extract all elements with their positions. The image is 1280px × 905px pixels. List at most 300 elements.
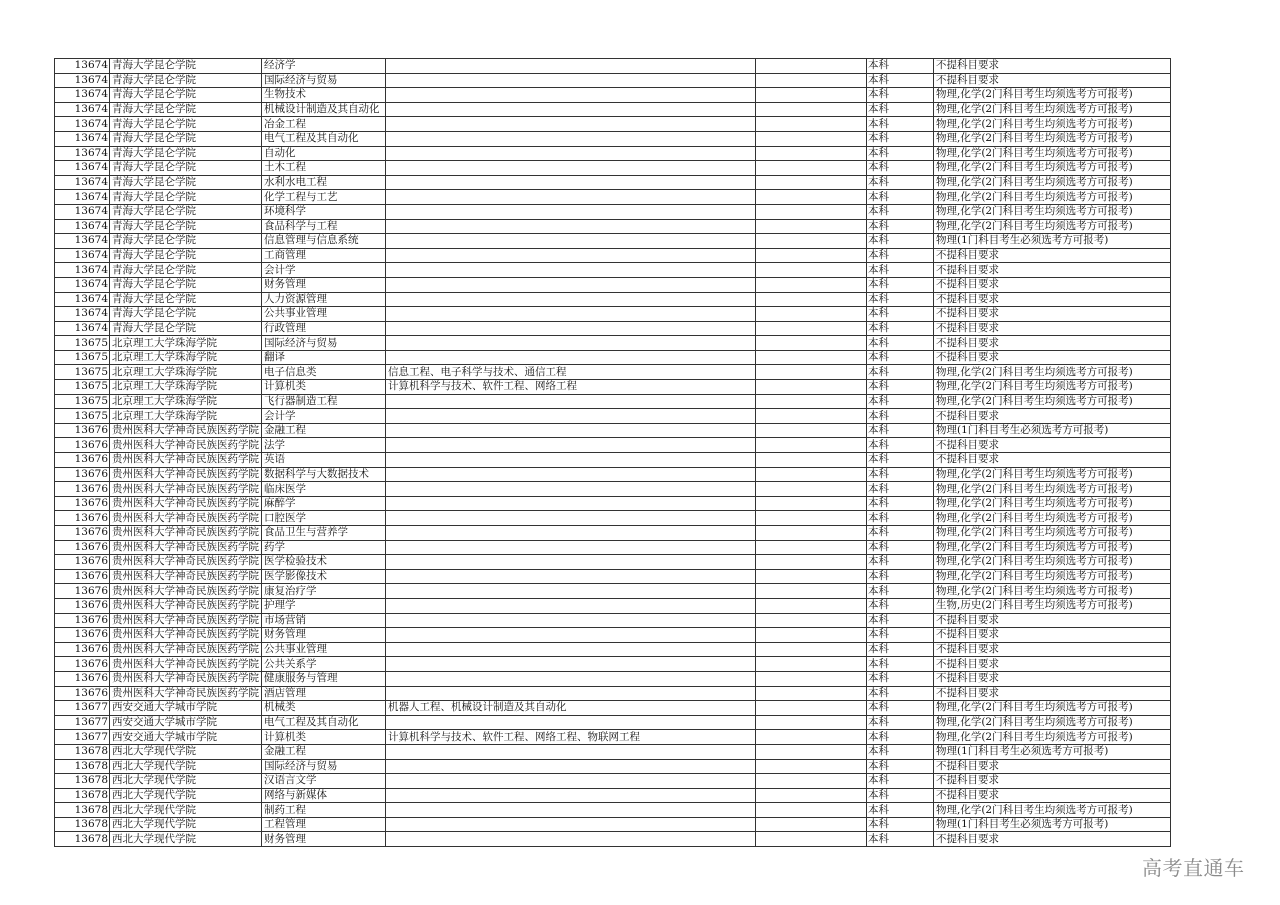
- school-name-cell: 西安交通大学城市学院: [110, 701, 262, 716]
- major-name-cell: 金融工程: [262, 423, 386, 438]
- subject-requirement-cell: 物理,化学(2门科目考生均须选考方可报考): [934, 467, 1171, 482]
- level-cell: 本科: [867, 438, 934, 453]
- table-row: [55, 744, 1171, 759]
- school-name-cell: 贵州医科大学神奇民族医药学院: [110, 540, 262, 555]
- table-row: [55, 161, 1171, 176]
- school-code-cell: 13676: [55, 540, 110, 555]
- school-code-cell: 13674: [55, 102, 110, 117]
- level-cell: 本科: [867, 292, 934, 307]
- level-cell: 本科: [867, 321, 934, 336]
- notes-cell: [756, 686, 867, 701]
- school-name-cell: 贵州医科大学神奇民族医药学院: [110, 569, 262, 584]
- notes-cell: [756, 701, 867, 716]
- major-name-cell: 网络与新媒体: [262, 788, 386, 803]
- school-code-cell: 13675: [55, 380, 110, 395]
- notes-cell: [756, 555, 867, 570]
- major-includes-cell: [386, 292, 756, 307]
- school-name-cell: 青海大学昆仑学院: [110, 146, 262, 161]
- school-name-cell: 贵州医科大学神奇民族医药学院: [110, 496, 262, 511]
- major-name-cell: 药学: [262, 540, 386, 555]
- notes-cell: [756, 598, 867, 613]
- school-code-cell: 13677: [55, 701, 110, 716]
- notes-cell: [756, 628, 867, 643]
- notes-cell: [756, 511, 867, 526]
- school-code-cell: 13674: [55, 88, 110, 103]
- subject-requirement-cell: 物理,化学(2门科目考生均须选考方可报考): [934, 555, 1171, 570]
- table-row: [55, 671, 1171, 686]
- school-name-cell: 贵州医科大学神奇民族医药学院: [110, 671, 262, 686]
- notes-cell: [756, 569, 867, 584]
- school-name-cell: 青海大学昆仑学院: [110, 234, 262, 249]
- subject-requirement-cell: 物理,化学(2门科目考生均须选考方可报考): [934, 88, 1171, 103]
- table-row: [55, 584, 1171, 599]
- major-name-cell: 康复治疗学: [262, 584, 386, 599]
- major-name-cell: 公共事业管理: [262, 642, 386, 657]
- major-name-cell: 财务管理: [262, 277, 386, 292]
- major-name-cell: 计算机类: [262, 380, 386, 395]
- table-row: [55, 248, 1171, 263]
- subject-requirement-cell: 物理,化学(2门科目考生均须选考方可报考): [934, 511, 1171, 526]
- major-includes-cell: [386, 146, 756, 161]
- school-code-cell: 13675: [55, 365, 110, 380]
- major-includes-cell: [386, 59, 756, 74]
- school-code-cell: 13674: [55, 161, 110, 176]
- major-name-cell: 医学影像技术: [262, 569, 386, 584]
- notes-cell: [756, 526, 867, 541]
- level-cell: 本科: [867, 511, 934, 526]
- subject-requirement-cell: 不提科目要求: [934, 657, 1171, 672]
- subject-requirement-cell: 物理(1门科目考生必须选考方可报考): [934, 817, 1171, 832]
- subject-requirement-cell: 生物,历史(2门科目考生均须选考方可报考): [934, 598, 1171, 613]
- notes-cell: [756, 817, 867, 832]
- school-code-cell: 13676: [55, 628, 110, 643]
- school-code-cell: 13674: [55, 175, 110, 190]
- notes-cell: [756, 730, 867, 745]
- subject-requirement-cell: 不提科目要求: [934, 613, 1171, 628]
- school-code-cell: 13674: [55, 117, 110, 132]
- level-cell: 本科: [867, 671, 934, 686]
- major-includes-cell: [386, 803, 756, 818]
- major-includes-cell: [386, 204, 756, 219]
- major-name-cell: 电气工程及其自动化: [262, 131, 386, 146]
- school-name-cell: 青海大学昆仑学院: [110, 292, 262, 307]
- school-name-cell: 贵州医科大学神奇民族医药学院: [110, 584, 262, 599]
- major-includes-cell: [386, 131, 756, 146]
- level-cell: 本科: [867, 365, 934, 380]
- subject-requirement-cell: 物理,化学(2门科目考生均须选考方可报考): [934, 131, 1171, 146]
- major-includes-cell: [386, 540, 756, 555]
- subject-requirement-cell: 物理,化学(2门科目考生均须选考方可报考): [934, 117, 1171, 132]
- major-includes-cell: [386, 832, 756, 847]
- table-row: [55, 423, 1171, 438]
- major-includes-cell: [386, 219, 756, 234]
- school-name-cell: 青海大学昆仑学院: [110, 175, 262, 190]
- level-cell: 本科: [867, 204, 934, 219]
- school-name-cell: 北京理工大学珠海学院: [110, 365, 262, 380]
- school-name-cell: 青海大学昆仑学院: [110, 102, 262, 117]
- table-row: [55, 526, 1171, 541]
- level-cell: 本科: [867, 730, 934, 745]
- notes-cell: [756, 248, 867, 263]
- notes-cell: [756, 803, 867, 818]
- level-cell: 本科: [867, 496, 934, 511]
- school-code-cell: 13674: [55, 321, 110, 336]
- school-code-cell: 13676: [55, 613, 110, 628]
- school-code-cell: 13675: [55, 394, 110, 409]
- subject-requirement-cell: 物理,化学(2门科目考生均须选考方可报考): [934, 365, 1171, 380]
- subject-requirement-cell: 不提科目要求: [934, 59, 1171, 74]
- table-row: [55, 292, 1171, 307]
- major-name-cell: 口腔医学: [262, 511, 386, 526]
- table-row: [55, 613, 1171, 628]
- major-includes-cell: [386, 628, 756, 643]
- major-includes-cell: [386, 175, 756, 190]
- major-name-cell: 人力资源管理: [262, 292, 386, 307]
- notes-cell: [756, 438, 867, 453]
- level-cell: 本科: [867, 467, 934, 482]
- level-cell: 本科: [867, 59, 934, 74]
- major-name-cell: 电子信息类: [262, 365, 386, 380]
- subject-requirement-cell: 物理,化学(2门科目考生均须选考方可报考): [934, 803, 1171, 818]
- major-includes-cell: [386, 774, 756, 789]
- major-includes-cell: [386, 715, 756, 730]
- major-name-cell: 工商管理: [262, 248, 386, 263]
- table-row: [55, 482, 1171, 497]
- notes-cell: [756, 204, 867, 219]
- school-name-cell: 青海大学昆仑学院: [110, 161, 262, 176]
- school-name-cell: 北京理工大学珠海学院: [110, 380, 262, 395]
- school-name-cell: 青海大学昆仑学院: [110, 73, 262, 88]
- subject-requirement-cell: 物理,化学(2门科目考生均须选考方可报考): [934, 102, 1171, 117]
- notes-cell: [756, 613, 867, 628]
- school-code-cell: 13676: [55, 642, 110, 657]
- subject-requirement-cell: 不提科目要求: [934, 671, 1171, 686]
- notes-cell: [756, 321, 867, 336]
- major-includes-cell: [386, 526, 756, 541]
- level-cell: 本科: [867, 423, 934, 438]
- major-includes-cell: [386, 511, 756, 526]
- table-row: [55, 234, 1171, 249]
- subject-requirement-cell: 物理,化学(2门科目考生均须选考方可报考): [934, 394, 1171, 409]
- major-includes-cell: [386, 307, 756, 322]
- table-row: [55, 146, 1171, 161]
- school-code-cell: 13677: [55, 715, 110, 730]
- level-cell: 本科: [867, 628, 934, 643]
- table-row: [55, 686, 1171, 701]
- school-code-cell: 13676: [55, 569, 110, 584]
- level-cell: 本科: [867, 350, 934, 365]
- subject-requirement-cell: 不提科目要求: [934, 774, 1171, 789]
- school-name-cell: 贵州医科大学神奇民族医药学院: [110, 453, 262, 468]
- level-cell: 本科: [867, 161, 934, 176]
- table-row: [55, 511, 1171, 526]
- table-row: [55, 803, 1171, 818]
- major-name-cell: 工程管理: [262, 817, 386, 832]
- notes-cell: [756, 380, 867, 395]
- major-name-cell: 食品卫生与营养学: [262, 526, 386, 541]
- school-name-cell: 西北大学现代学院: [110, 744, 262, 759]
- major-includes-cell: [386, 686, 756, 701]
- major-includes-cell: 计算机科学与技术、软件工程、网络工程: [386, 380, 756, 395]
- table-row: [55, 774, 1171, 789]
- level-cell: 本科: [867, 744, 934, 759]
- major-includes-cell: [386, 453, 756, 468]
- school-code-cell: 13676: [55, 438, 110, 453]
- school-name-cell: 贵州医科大学神奇民族医药学院: [110, 423, 262, 438]
- table-row: [55, 59, 1171, 74]
- table-row: [55, 380, 1171, 395]
- major-name-cell: 医学检验技术: [262, 555, 386, 570]
- major-name-cell: 行政管理: [262, 321, 386, 336]
- major-name-cell: 公共关系学: [262, 657, 386, 672]
- major-includes-cell: [386, 438, 756, 453]
- subject-requirement-cell: 不提科目要求: [934, 832, 1171, 847]
- school-code-cell: 13674: [55, 248, 110, 263]
- major-includes-cell: [386, 423, 756, 438]
- table-row: [55, 204, 1171, 219]
- table-row: [55, 88, 1171, 103]
- level-cell: 本科: [867, 146, 934, 161]
- school-code-cell: 13676: [55, 584, 110, 599]
- notes-cell: [756, 292, 867, 307]
- major-name-cell: 土木工程: [262, 161, 386, 176]
- school-name-cell: 贵州医科大学神奇民族医药学院: [110, 438, 262, 453]
- table-row: [55, 321, 1171, 336]
- subject-requirement-cell: 物理,化学(2门科目考生均须选考方可报考): [934, 161, 1171, 176]
- level-cell: 本科: [867, 613, 934, 628]
- school-name-cell: 贵州医科大学神奇民族医药学院: [110, 467, 262, 482]
- subject-requirement-cell: 物理,化学(2门科目考生均须选考方可报考): [934, 540, 1171, 555]
- level-cell: 本科: [867, 540, 934, 555]
- table-row: [55, 569, 1171, 584]
- major-name-cell: 水利水电工程: [262, 175, 386, 190]
- table-row: [55, 832, 1171, 847]
- major-includes-cell: [386, 671, 756, 686]
- school-code-cell: 13675: [55, 350, 110, 365]
- major-name-cell: 汉语言文学: [262, 774, 386, 789]
- subject-requirement-cell: 物理,化学(2门科目考生均须选考方可报考): [934, 146, 1171, 161]
- table-row: [55, 701, 1171, 716]
- school-name-cell: 北京理工大学珠海学院: [110, 394, 262, 409]
- level-cell: 本科: [867, 336, 934, 351]
- school-code-cell: 13674: [55, 277, 110, 292]
- notes-cell: [756, 671, 867, 686]
- table-row: [55, 438, 1171, 453]
- level-cell: 本科: [867, 482, 934, 497]
- notes-cell: [756, 715, 867, 730]
- level-cell: 本科: [867, 190, 934, 205]
- school-code-cell: 13674: [55, 219, 110, 234]
- level-cell: 本科: [867, 584, 934, 599]
- level-cell: 本科: [867, 73, 934, 88]
- subject-requirement-cell: 物理,化学(2门科目考生均须选考方可报考): [934, 584, 1171, 599]
- subject-requirement-cell: 不提科目要求: [934, 248, 1171, 263]
- school-code-cell: 13674: [55, 190, 110, 205]
- subject-requirement-cell: 不提科目要求: [934, 453, 1171, 468]
- major-name-cell: 数据科学与大数据技术: [262, 467, 386, 482]
- level-cell: 本科: [867, 394, 934, 409]
- table-row: [55, 730, 1171, 745]
- subject-requirement-cell: 不提科目要求: [934, 321, 1171, 336]
- major-name-cell: 会计学: [262, 263, 386, 278]
- school-code-cell: 13674: [55, 234, 110, 249]
- school-code-cell: 13674: [55, 59, 110, 74]
- subject-requirement-cell: 物理(1门科目考生必须选考方可报考): [934, 423, 1171, 438]
- subject-requirement-cell: 物理,化学(2门科目考生均须选考方可报考): [934, 204, 1171, 219]
- level-cell: 本科: [867, 117, 934, 132]
- major-includes-cell: [386, 744, 756, 759]
- major-includes-cell: 计算机科学与技术、软件工程、网络工程、物联网工程: [386, 730, 756, 745]
- school-name-cell: 青海大学昆仑学院: [110, 190, 262, 205]
- major-name-cell: 机械设计制造及其自动化: [262, 102, 386, 117]
- table-row: [55, 219, 1171, 234]
- school-name-cell: 西北大学现代学院: [110, 803, 262, 818]
- major-name-cell: 生物技术: [262, 88, 386, 103]
- table-row: [55, 117, 1171, 132]
- table-row: [55, 555, 1171, 570]
- school-code-cell: 13678: [55, 803, 110, 818]
- notes-cell: [756, 161, 867, 176]
- school-code-cell: 13676: [55, 482, 110, 497]
- school-name-cell: 贵州医科大学神奇民族医药学院: [110, 482, 262, 497]
- major-includes-cell: [386, 350, 756, 365]
- school-code-cell: 13678: [55, 832, 110, 847]
- table-row: [55, 277, 1171, 292]
- subject-requirement-cell: 物理,化学(2门科目考生均须选考方可报考): [934, 380, 1171, 395]
- table-row: [55, 131, 1171, 146]
- table-row: [55, 817, 1171, 832]
- major-includes-cell: [386, 73, 756, 88]
- level-cell: 本科: [867, 657, 934, 672]
- major-name-cell: 自动化: [262, 146, 386, 161]
- notes-cell: [756, 336, 867, 351]
- subject-requirement-cell: 物理,化学(2门科目考生均须选考方可报考): [934, 219, 1171, 234]
- table-row: [55, 409, 1171, 424]
- level-cell: 本科: [867, 277, 934, 292]
- major-name-cell: 会计学: [262, 409, 386, 424]
- school-code-cell: 13676: [55, 423, 110, 438]
- level-cell: 本科: [867, 642, 934, 657]
- subject-requirement-cell: 不提科目要求: [934, 336, 1171, 351]
- subject-requirement-cell: 物理,化学(2门科目考生均须选考方可报考): [934, 526, 1171, 541]
- major-name-cell: 公共事业管理: [262, 307, 386, 322]
- notes-cell: [756, 453, 867, 468]
- notes-cell: [756, 788, 867, 803]
- table-row: [55, 394, 1171, 409]
- major-includes-cell: [386, 584, 756, 599]
- school-name-cell: 西安交通大学城市学院: [110, 715, 262, 730]
- subject-requirement-cell: 物理,化学(2门科目考生均须选考方可报考): [934, 496, 1171, 511]
- major-includes-cell: [386, 117, 756, 132]
- notes-cell: [756, 102, 867, 117]
- school-code-cell: 13674: [55, 131, 110, 146]
- major-includes-cell: [386, 263, 756, 278]
- major-name-cell: 护理学: [262, 598, 386, 613]
- school-name-cell: 青海大学昆仑学院: [110, 204, 262, 219]
- school-name-cell: 西北大学现代学院: [110, 774, 262, 789]
- school-name-cell: 贵州医科大学神奇民族医药学院: [110, 598, 262, 613]
- level-cell: 本科: [867, 88, 934, 103]
- notes-cell: [756, 409, 867, 424]
- subject-requirement-cell: 不提科目要求: [934, 307, 1171, 322]
- level-cell: 本科: [867, 701, 934, 716]
- school-code-cell: 13677: [55, 730, 110, 745]
- notes-cell: [756, 642, 867, 657]
- level-cell: 本科: [867, 817, 934, 832]
- table-row: [55, 642, 1171, 657]
- school-name-cell: 北京理工大学珠海学院: [110, 409, 262, 424]
- major-includes-cell: [386, 598, 756, 613]
- school-name-cell: 青海大学昆仑学院: [110, 263, 262, 278]
- school-name-cell: 贵州医科大学神奇民族医药学院: [110, 642, 262, 657]
- table-row: [55, 598, 1171, 613]
- notes-cell: [756, 307, 867, 322]
- subject-requirement-cell: 物理,化学(2门科目考生均须选考方可报考): [934, 701, 1171, 716]
- school-code-cell: 13676: [55, 671, 110, 686]
- level-cell: 本科: [867, 526, 934, 541]
- notes-cell: [756, 73, 867, 88]
- major-includes-cell: [386, 569, 756, 584]
- major-includes-cell: [386, 190, 756, 205]
- school-name-cell: 北京理工大学珠海学院: [110, 336, 262, 351]
- level-cell: 本科: [867, 715, 934, 730]
- subject-requirement-cell: 不提科目要求: [934, 409, 1171, 424]
- level-cell: 本科: [867, 234, 934, 249]
- notes-cell: [756, 234, 867, 249]
- subject-requirement-cell: 物理,化学(2门科目考生均须选考方可报考): [934, 715, 1171, 730]
- major-name-cell: 翻译: [262, 350, 386, 365]
- subject-requirement-cell: 物理,化学(2门科目考生均须选考方可报考): [934, 730, 1171, 745]
- school-name-cell: 青海大学昆仑学院: [110, 117, 262, 132]
- major-includes-cell: [386, 336, 756, 351]
- school-code-cell: 13675: [55, 336, 110, 351]
- major-name-cell: 机械类: [262, 701, 386, 716]
- notes-cell: [756, 117, 867, 132]
- school-name-cell: 西北大学现代学院: [110, 817, 262, 832]
- table-row: [55, 175, 1171, 190]
- level-cell: 本科: [867, 131, 934, 146]
- subject-requirement-cell: 不提科目要求: [934, 263, 1171, 278]
- major-name-cell: 计算机类: [262, 730, 386, 745]
- subject-requirement-cell: 物理,化学(2门科目考生均须选考方可报考): [934, 190, 1171, 205]
- notes-cell: [756, 263, 867, 278]
- school-code-cell: 13674: [55, 263, 110, 278]
- table-row: [55, 715, 1171, 730]
- school-name-cell: 青海大学昆仑学院: [110, 321, 262, 336]
- school-name-cell: 贵州医科大学神奇民族医药学院: [110, 613, 262, 628]
- major-includes-cell: [386, 657, 756, 672]
- major-name-cell: 财务管理: [262, 628, 386, 643]
- school-name-cell: 青海大学昆仑学院: [110, 248, 262, 263]
- major-includes-cell: [386, 394, 756, 409]
- table-row: [55, 350, 1171, 365]
- major-includes-cell: [386, 467, 756, 482]
- school-name-cell: 青海大学昆仑学院: [110, 59, 262, 74]
- school-code-cell: 13676: [55, 555, 110, 570]
- major-includes-cell: [386, 409, 756, 424]
- school-code-cell: 13674: [55, 307, 110, 322]
- level-cell: 本科: [867, 803, 934, 818]
- school-code-cell: 13678: [55, 774, 110, 789]
- notes-cell: [756, 759, 867, 774]
- major-includes-cell: 信息工程、电子科学与技术、通信工程: [386, 365, 756, 380]
- level-cell: 本科: [867, 248, 934, 263]
- subject-requirement-cell: 不提科目要求: [934, 788, 1171, 803]
- school-code-cell: 13678: [55, 817, 110, 832]
- school-name-cell: 青海大学昆仑学院: [110, 277, 262, 292]
- school-name-cell: 西北大学现代学院: [110, 832, 262, 847]
- major-name-cell: 国际经济与贸易: [262, 336, 386, 351]
